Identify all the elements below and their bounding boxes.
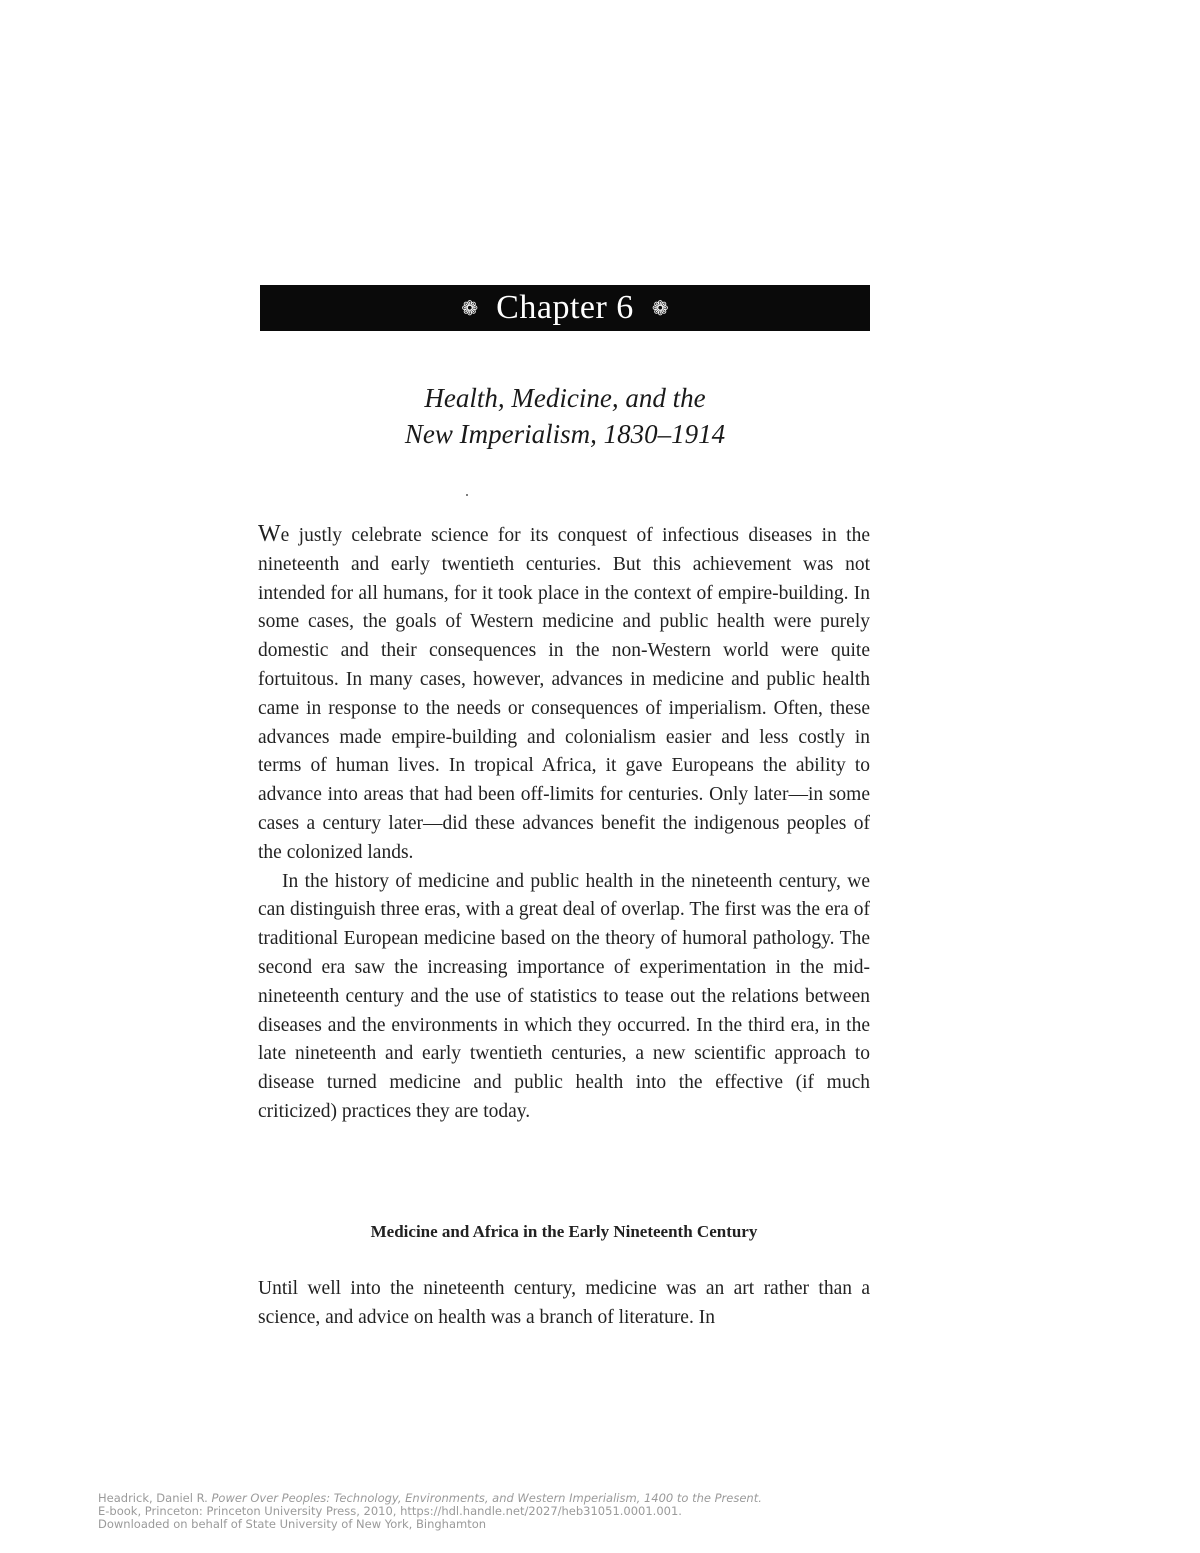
citation-line-2: E-book, Princeton: Princeton University Press, 2010, https://hdl.handle.net/2027/heb31051.0001.001.	[98, 1504, 682, 1518]
chapter-heading-bar	[260, 285, 870, 331]
citation-line-3: Downloaded on behalf of State University of New York, Binghamton	[98, 1517, 487, 1531]
chapter-label: Chapter 6	[496, 289, 634, 326]
section-paragraph: Until well into the nineteenth century, medicine was an art rather than a science, and advice on health was a branch of literature. In	[258, 1278, 870, 1328]
section-heading: Medicine and Africa in the Early Nineteenth Century	[370, 1222, 758, 1241]
download-citation	[98, 1492, 762, 1531]
body-text	[258, 520, 870, 1127]
citation-author: Headrick, Daniel R.	[98, 1491, 208, 1505]
flower-ornament-icon: ❁	[461, 296, 479, 320]
chapter-title-line-1: Health, Medicine, and the	[424, 383, 706, 413]
print-speck	[466, 494, 468, 496]
paragraph-2: In the history of medicine and public health in the nineteenth century, we can distinguish three eras, with a great deal of overlap. The first was the era of traditional European medicine based on the theory of humoral pathology. The second era saw the increasing importance of experimentation in the mid-nineteenth century and the use of statistics to tease out the relations between diseases and the environments in which they occurred. In the third era, in the late nineteenth and early twentieth centuries, a new scientific approach to disease turned medicine and public health into the effective (if much criticized) practices they are today.	[258, 870, 870, 1122]
citation-book-title: Power Over Peoples: Technology, Environments, and Western Imperialism, 1400 to the Present.	[211, 1491, 762, 1505]
chapter-title	[260, 380, 870, 452]
chapter-title-line-2: New Imperialism, 1830–1914	[404, 419, 726, 449]
paragraph-1	[258, 520, 870, 868]
paragraph-1-text: e justly celebrate science for its conquest of infectious diseases in the nineteenth and early twentieth centuries. But this achievement was not intended for all humans, for it took place in the context of empire-building. In some cases, the goals of Western medicine and public health were purely domestic and their consequences in the non-Western world were quite fortuitous. In many cases, however, advances in medicine and public health came in response to the needs or consequences of imperialism. Often, these advances made empire-building and colonialism easier and less costly in terms of human lives. In tropical Africa, it gave Europeans the ability to advance into areas that had been off-limits for centuries. Only later—in some cases a century later—did these advances benefit the indigenous peoples of the colonized lands.	[258, 525, 870, 863]
flower-ornament-icon: ❁	[651, 296, 669, 320]
drop-cap: W	[258, 521, 281, 547]
section-body-text	[258, 1275, 870, 1333]
